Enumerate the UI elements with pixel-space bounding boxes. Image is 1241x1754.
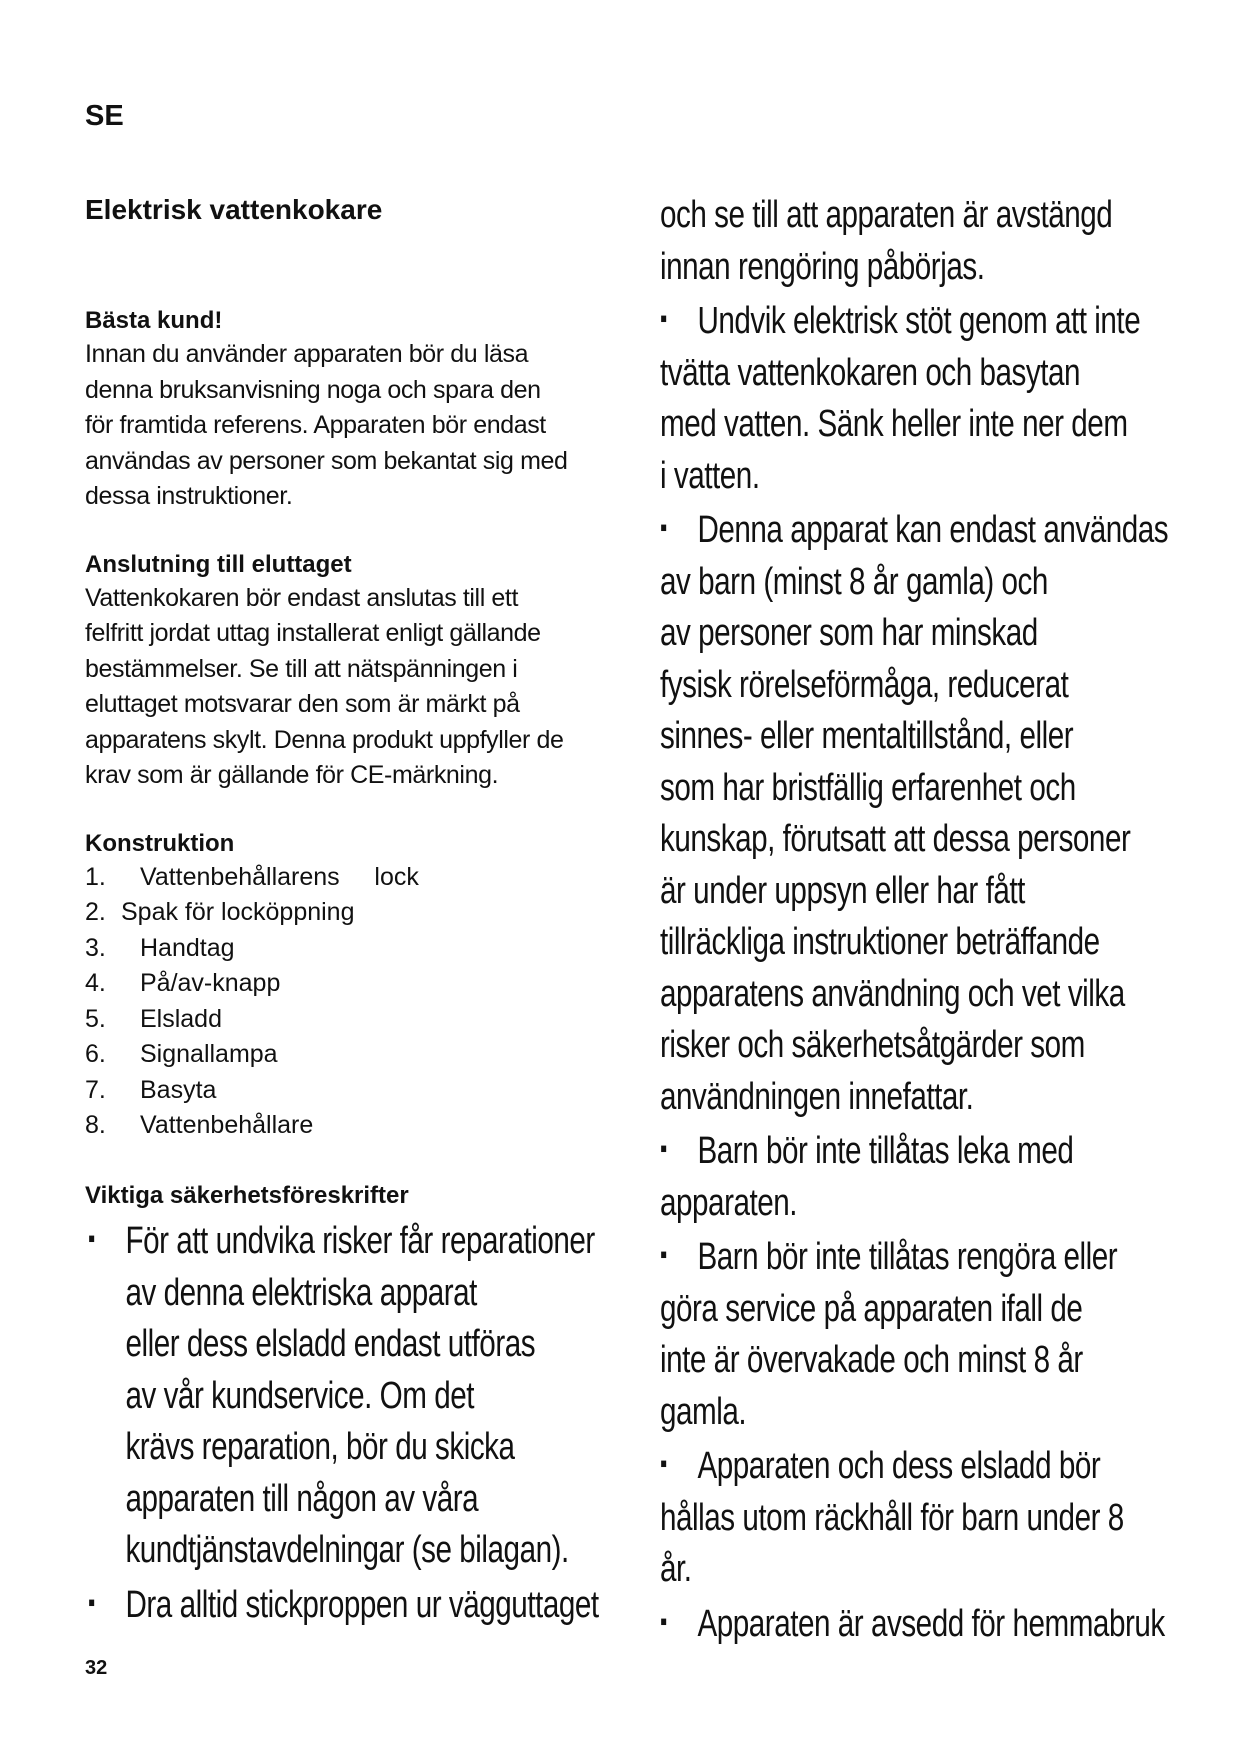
safety-text: i vatten. [660, 454, 760, 497]
safety-text: eller dess elsladd endast utföras [125, 1323, 536, 1365]
list-number: 7. [85, 1075, 106, 1104]
safety-text: apparaten. [660, 1181, 798, 1224]
safety-line [660, 917, 1168, 969]
safety-text: av barn (minst 8 år gamla) och [660, 560, 1048, 603]
safety-text: och se till att apparaten är avstängd [660, 194, 1113, 236]
list-item [85, 1073, 645, 1109]
safety-line [660, 969, 1168, 1021]
list-label: Signallampa [140, 1040, 278, 1068]
left-column [85, 193, 645, 1212]
safety-line [88, 1422, 599, 1474]
safety-line [660, 660, 1168, 712]
safety-text: är under uppsyn eller har fått [660, 869, 1025, 912]
construction-heading: Konstruktion [85, 829, 235, 857]
bullet-icon: ▪ [88, 1223, 95, 1253]
safety-text: Dra alltid stickproppen ur vägguttaget [125, 1583, 599, 1626]
list-label: Vattenbehållarens lock [140, 862, 419, 891]
list-item [85, 931, 645, 967]
safety-line [660, 293, 1168, 348]
safety-text: apparatens användning och vet vilka [660, 972, 1125, 1015]
connection-line: felfritt jordat uttag installerat enligt gällande [85, 619, 541, 647]
list-item [85, 966, 645, 1002]
safety-text: av personer som har minskad [660, 612, 1038, 654]
safety-text: Barn bör inte tillåtas leka med [697, 1130, 1074, 1172]
bullet-icon: ▪ [660, 1239, 667, 1269]
safety-text: Denna apparat kan endast användas [697, 509, 1169, 551]
document-title: Elektrisk vattenkokare [85, 194, 383, 225]
safety-text: sinnes- eller mentaltillstånd, eller [660, 715, 1074, 757]
connection-heading: Anslutning till eluttaget [85, 550, 352, 578]
bullet-icon: ▪ [660, 1448, 667, 1478]
list-label: Basyta [140, 1075, 217, 1104]
bullet-icon: ▪ [660, 1133, 667, 1163]
safety-line [660, 242, 1168, 294]
safety-line [660, 557, 1168, 609]
safety-text: krävs reparation, bör du skicka [125, 1426, 515, 1468]
safety-text: gamla. [660, 1390, 747, 1433]
safety-text: tillräckliga instruktioner beträffande [660, 921, 1100, 963]
safety-line [660, 1020, 1168, 1072]
safety-line [88, 1371, 599, 1423]
list-item [85, 1002, 645, 1038]
list-label: Elsladd [140, 1004, 222, 1033]
safety-line [660, 348, 1168, 400]
safety-line [88, 1213, 599, 1268]
intro-line: dessa instruktioner. [85, 482, 293, 510]
safety-text: göra service på apparaten ifall de [660, 1287, 1083, 1330]
safety-text: av vår kundservice. Om det [125, 1374, 475, 1417]
safety-line [660, 1123, 1168, 1178]
safety-line [660, 1178, 1168, 1230]
construction-list [85, 860, 645, 1144]
safety-text: av denna elektriska apparat [125, 1271, 477, 1314]
safety-line [88, 1577, 599, 1632]
safety-line [660, 1284, 1168, 1336]
safety-text: användningen innefattar. [660, 1075, 974, 1118]
language-code: SE [85, 100, 124, 132]
list-number: 6. [85, 1040, 106, 1068]
intro-line: användas av personer som bekantat sig med [85, 446, 568, 475]
safety-line [660, 190, 1168, 242]
safety-text: kunskap, förutsatt att dessa personer [660, 818, 1131, 860]
intro-line: för framtida referens. Apparaten bör endast [85, 411, 546, 439]
list-number: 4. [85, 969, 106, 997]
safety-line [660, 1438, 1168, 1493]
safety-text: år. [660, 1548, 692, 1590]
safety-line [660, 451, 1168, 503]
list-item [85, 895, 645, 931]
safety-line [88, 1268, 599, 1320]
safety-line [660, 1229, 1168, 1284]
safety-list-right [660, 190, 1168, 1650]
safety-text: kundtjänstavdelningar (se bilagan). [125, 1529, 569, 1571]
safety-text: Undvik elektrisk stöt genom att inte [697, 300, 1141, 342]
safety-line [88, 1474, 599, 1526]
safety-line [660, 711, 1168, 763]
safety-line [660, 1544, 1168, 1596]
safety-text: inte är övervakade och minst 8 år [660, 1339, 1083, 1381]
list-number: 5. [85, 1004, 106, 1033]
safety-text: Apparaten är avsedd för hemmabruk [697, 1602, 1165, 1645]
safety-line [660, 608, 1168, 660]
list-label: Handtag [140, 933, 235, 962]
connection-line: krav som är gällande för CE-märkning. [85, 761, 499, 789]
safety-line [660, 866, 1168, 918]
safety-text: hållas utom räckhåll för barn under 8 [660, 1496, 1124, 1539]
safety-text: Apparaten och dess elsladd bör [697, 1445, 1101, 1487]
safety-text: med vatten. Sänk heller inte ner dem [660, 403, 1128, 445]
list-number: 3. [85, 933, 106, 962]
list-number: 2. [85, 898, 106, 926]
bullet-icon: ▪ [660, 1605, 667, 1636]
page-number: 32 [85, 1657, 108, 1679]
intro-line: Innan du använder apparaten bör du läsa [85, 340, 529, 368]
safety-line [660, 1493, 1168, 1545]
list-label: Vattenbehållare [140, 1111, 314, 1139]
safety-line [660, 502, 1168, 557]
connection-paragraph [85, 581, 645, 794]
safety-line [660, 399, 1168, 451]
bullet-icon: ▪ [660, 303, 667, 333]
safety-text: risker och säkerhetsåtgärder som [660, 1024, 1085, 1066]
list-item [85, 1108, 645, 1144]
safety-text: Barn bör inte tillåtas rengöra eller [697, 1236, 1118, 1278]
intro-line: denna bruksanvisning noga och spara den [85, 375, 541, 404]
safety-line [88, 1319, 599, 1371]
safety-heading: Viktiga säkerhetsföreskrifter [85, 1181, 409, 1209]
connection-line: bestämmelser. Se till att nätspänningen i [85, 654, 518, 683]
safety-text: fysisk rörelseförmåga, reducerat [660, 663, 1069, 706]
list-number: 1. [85, 862, 106, 891]
safety-list-left [88, 1213, 599, 1631]
safety-line [660, 1596, 1168, 1651]
connection-line: apparatens skylt. Denna produkt uppfyller de [85, 725, 564, 754]
connection-line: eluttaget motsvarar den som är märkt på [85, 690, 520, 718]
safety-line [660, 763, 1168, 815]
bullet-icon: ▪ [660, 512, 667, 542]
safety-text: som har bristfällig erfarenhet och [660, 766, 1076, 809]
bullet-icon: ▪ [88, 1586, 95, 1617]
list-label: På/av-knapp [140, 969, 281, 997]
safety-line [660, 1335, 1168, 1387]
list-item [85, 1037, 645, 1073]
connection-line: Vattenkokaren bör endast anslutas till ett [85, 583, 519, 612]
safety-text: innan rengöring påbörjas. [660, 245, 985, 288]
intro-heading: Bästa kund! [85, 307, 223, 334]
intro-paragraph [85, 337, 645, 515]
safety-line [88, 1525, 599, 1577]
safety-line [660, 1072, 1168, 1124]
list-item [85, 860, 645, 896]
list-number: 8. [85, 1111, 106, 1139]
safety-text: tvätta vattenkokaren och basytan [660, 351, 1081, 394]
safety-text: apparaten till någon av våra [125, 1477, 479, 1520]
safety-text: För att undvika risker får reparationer [125, 1220, 595, 1262]
safety-line [660, 814, 1168, 866]
list-label: Spak för locköppning [121, 898, 355, 926]
safety-line [660, 1387, 1168, 1439]
